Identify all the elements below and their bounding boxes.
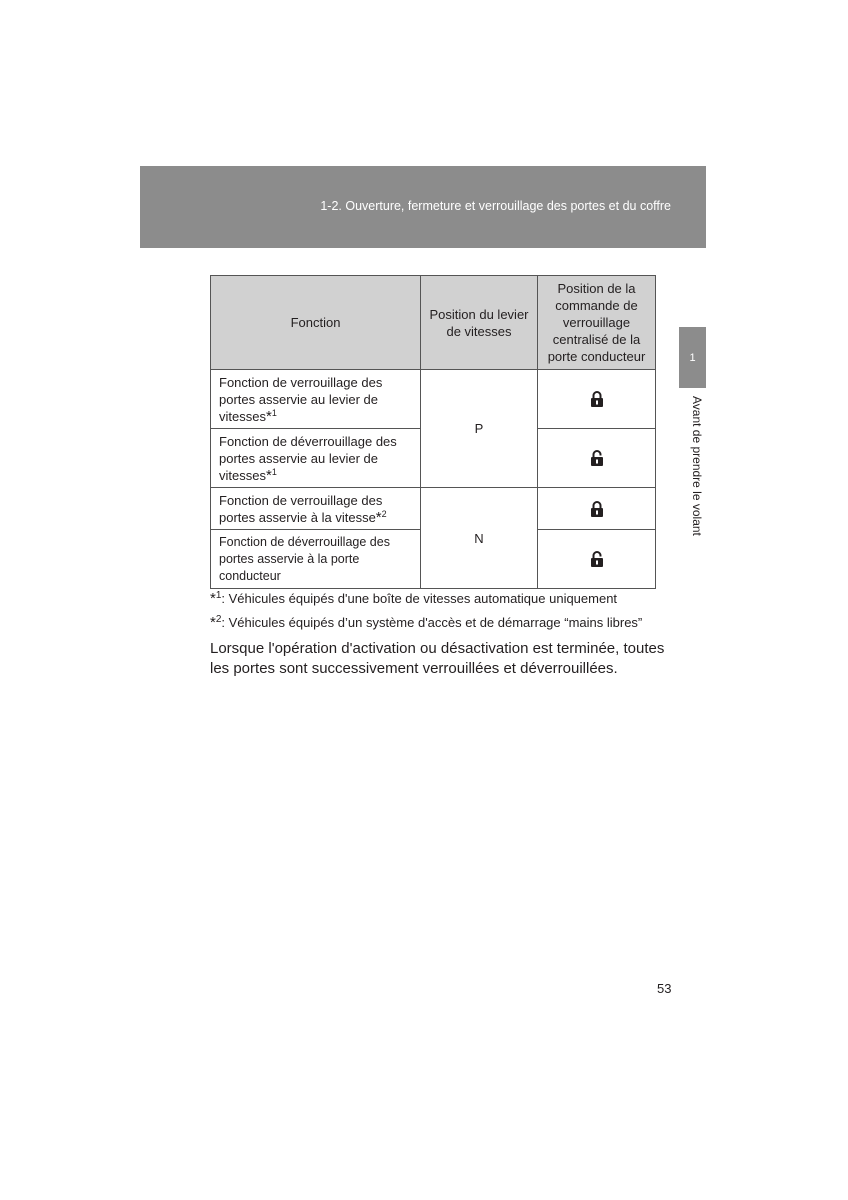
footnote-ref: 2 [381, 508, 387, 519]
function-cell [211, 370, 421, 429]
lock-cell [538, 488, 656, 530]
footnote-text: : Véhicules équipés d'une boîte de vitesses automatique uniquement [221, 591, 618, 606]
table-header-row [211, 276, 656, 370]
footnote-mark: 2 [215, 614, 222, 625]
footnote [210, 590, 617, 607]
gear-position-cell: P [421, 370, 538, 488]
footnote [210, 614, 642, 631]
footnote-star: * [210, 590, 216, 607]
function-text: Fonction de verrouillage des portes asservie à la vitesse [219, 492, 383, 525]
header-gear-position: Position du levier de vitesses [421, 276, 538, 370]
function-cell [211, 429, 421, 488]
chapter-header-band [140, 166, 706, 248]
lock-open-icon [539, 449, 654, 467]
footnote-ref: 1 [271, 407, 277, 418]
header-lock-switch-position: Position de la commande de verrouillage centralisé de la porte conducteur [538, 276, 656, 370]
footnote-star: * [210, 614, 216, 631]
page-number: 53 [657, 981, 672, 996]
body-paragraph: Lorsque l'opération d'activation ou désactivation est terminée, toutes les portes sont successivement verrouillées et déverrouillées. [210, 640, 665, 677]
lock-open-icon [539, 550, 654, 568]
lock-cell [538, 370, 656, 429]
chapter-number: 1 [689, 351, 696, 364]
function-text: Fonction de verrouillage des portes asservie au levier de vitesses [219, 374, 383, 424]
footnote-ref: 1 [271, 466, 277, 477]
function-cell [211, 530, 421, 589]
footnote-text: : Véhicules équipés d’un système d'accès et de démarrage “mains libres” [221, 615, 643, 630]
footnote-star: * [265, 407, 272, 425]
footnote-star: * [375, 508, 382, 526]
chapter-tab [679, 327, 706, 388]
chapter-label: Avant de prendre le volant [690, 396, 704, 536]
function-table [210, 275, 656, 589]
lock-cell [538, 530, 656, 589]
header-function: Fonction [211, 276, 421, 370]
footnote-mark: 1 [215, 590, 222, 601]
footnote-star: * [265, 466, 272, 484]
function-text: Fonction de déverrouillage des portes asservie au levier de vitesses [219, 433, 397, 483]
section-title: 1-2. Ouverture, fermeture et verrouillage des portes et du coffre [320, 199, 671, 213]
function-text: Fonction de déverrouillage des portes asservie à la porte conducteur [219, 534, 390, 583]
lock-cell [538, 429, 656, 488]
gear-position-cell: N [421, 488, 538, 589]
lock-closed-icon [539, 390, 654, 408]
table-row [211, 488, 656, 530]
lock-closed-icon [539, 500, 654, 518]
table-row [211, 370, 656, 429]
function-cell [211, 488, 421, 530]
